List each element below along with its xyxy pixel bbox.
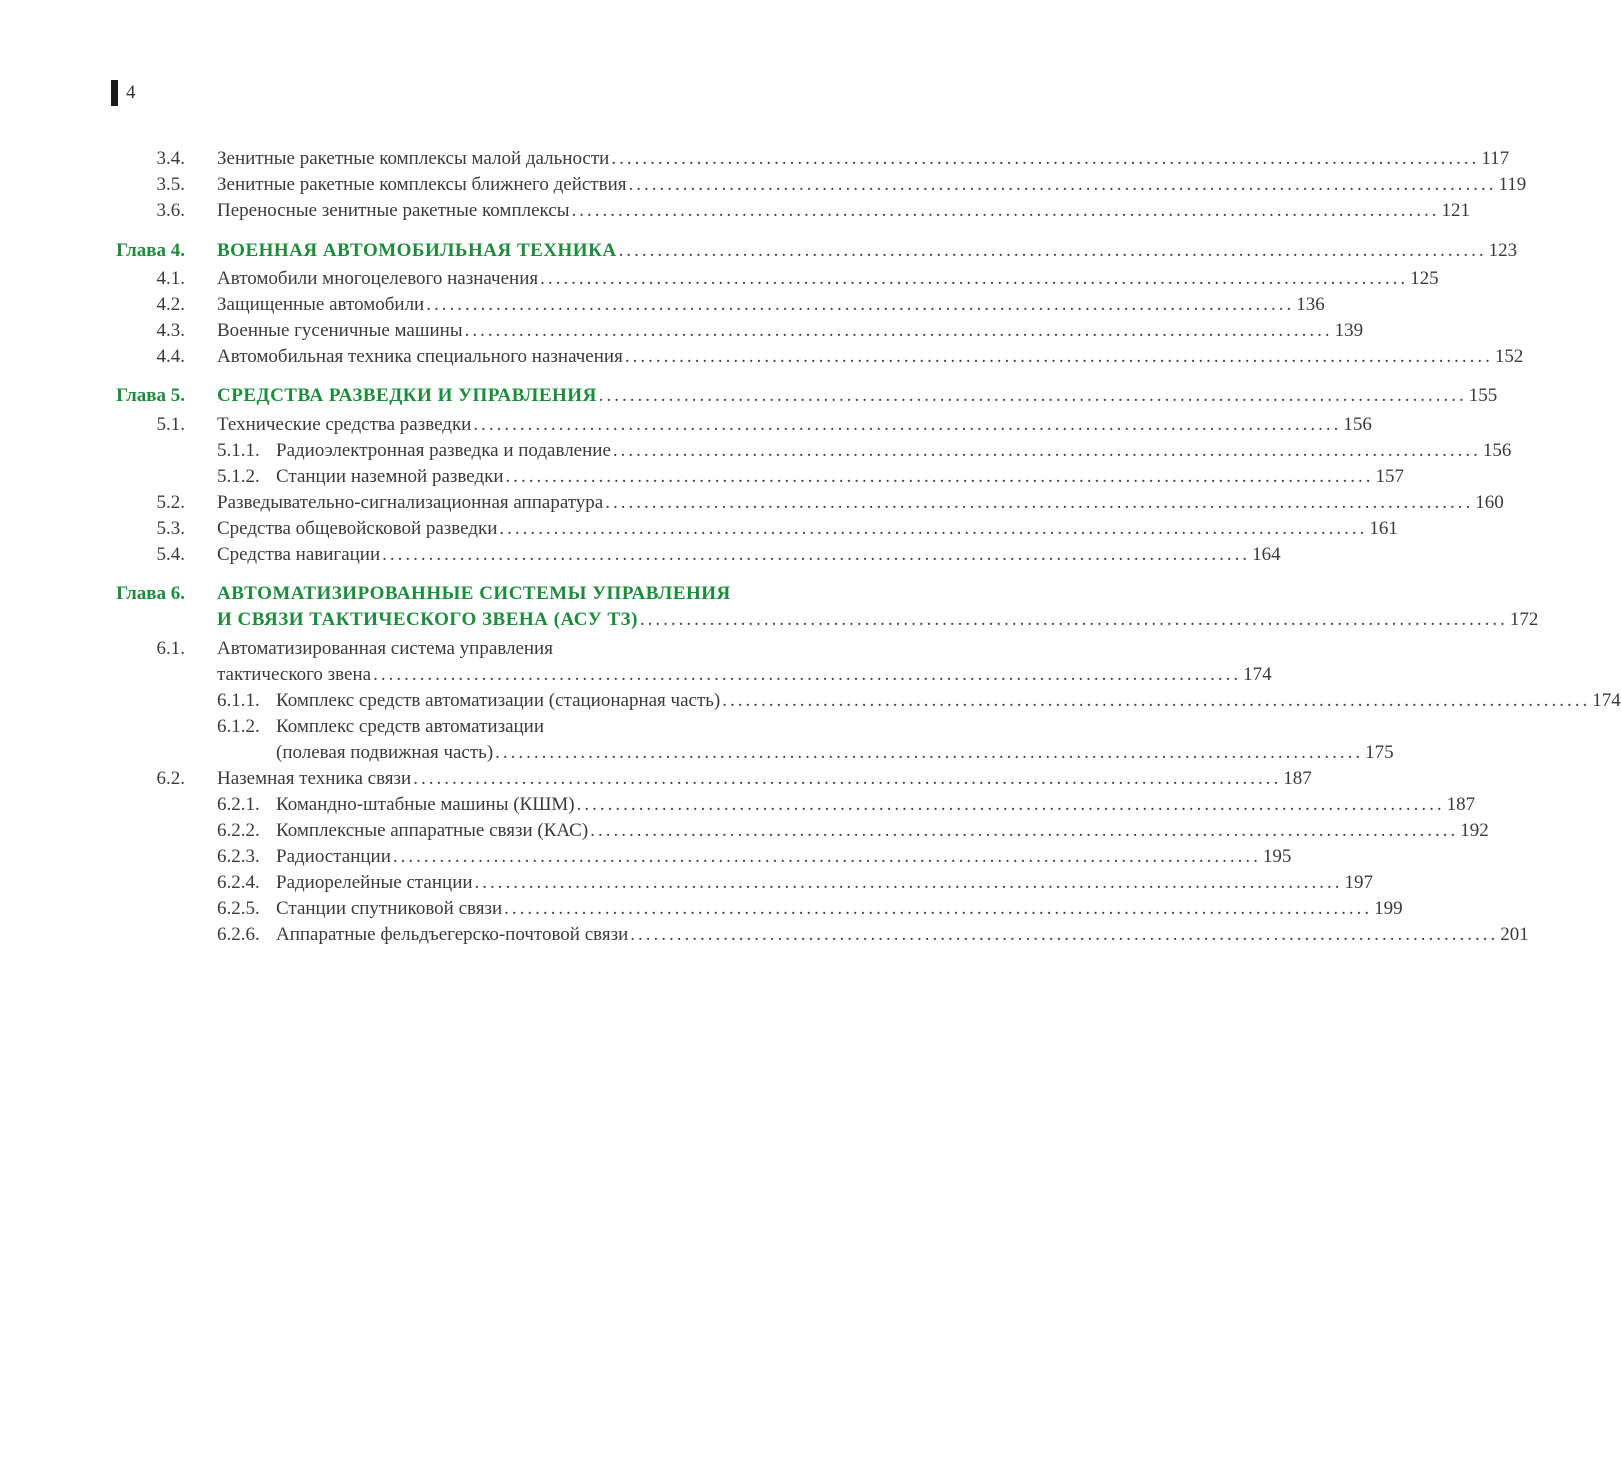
entry-number: 6.2.3.	[217, 846, 260, 867]
toc-entry[interactable]	[0, 819, 1489, 843]
entry-number: 3.6.	[156, 200, 185, 221]
toc-entry[interactable]	[0, 147, 1510, 171]
leader-dots: ................................................................................................................	[611, 148, 1480, 169]
entry-page: 157	[1375, 466, 1405, 487]
entry-title: (полевая подвижная часть)	[276, 742, 494, 763]
chapter-number: Глава 6.	[116, 583, 185, 604]
toc-entry[interactable]	[0, 845, 1292, 869]
entry-page: 161	[1369, 518, 1398, 539]
entry-title: Радиоэлектронная разведка и подавление	[276, 440, 611, 461]
toc-entry[interactable]	[0, 173, 1527, 197]
entry-page: 175	[1365, 742, 1394, 763]
entry-number: 4.2.	[156, 294, 185, 315]
toc-entry[interactable]	[0, 767, 1312, 791]
entry-number: 6.2.5.	[217, 898, 260, 919]
entry-page: 187	[1283, 768, 1312, 789]
entry-page: 117	[1481, 148, 1510, 169]
entry-page: 172	[1509, 609, 1539, 630]
entry-page: 192	[1460, 820, 1489, 841]
toc-entry[interactable]	[0, 871, 1374, 895]
leader-dots: ................................................................................................................	[722, 690, 1591, 711]
chapter-title: СРЕДСТВА РАЗВЕДКИ И УПРАВЛЕНИЯ	[217, 385, 597, 406]
toc-entry[interactable]	[0, 465, 1405, 489]
entry-page: 136	[1296, 294, 1325, 315]
leader-dots: ................................................................................................................	[540, 268, 1409, 289]
entry-number: 4.1.	[156, 268, 185, 289]
entry-number: 6.2.	[156, 768, 185, 789]
leader-dots: ................................................................................................................	[473, 414, 1342, 435]
toc-entry[interactable]	[0, 319, 1364, 343]
entry-number: 5.1.	[156, 414, 185, 435]
leader-dots: ................................................................................................................	[373, 664, 1242, 685]
entry-title: Наземная техника связи	[217, 768, 412, 789]
leader-dots: ................................................................................................................	[624, 346, 1493, 367]
entry-page: 199	[1374, 898, 1403, 919]
toc-entry[interactable]	[0, 413, 1372, 437]
leader-dots: ................................................................................................................	[474, 872, 1343, 893]
toc-entry[interactable]	[0, 715, 1000, 739]
chapter-title: И СВЯЗИ ТАКТИЧЕСКОГО ЗВЕНА (АСУ ТЗ)	[217, 609, 638, 630]
toc-entry[interactable]	[0, 293, 1325, 317]
toc-entry[interactable]	[0, 923, 1529, 947]
entry-title: Комплексные аппаратные связи (КАС)	[276, 820, 589, 841]
entry-page: 187	[1446, 794, 1476, 815]
toc-chapter-continued[interactable]	[0, 608, 1539, 632]
chapter-number: Глава 4.	[116, 240, 185, 261]
entry-title: Автоматизированная система управления	[217, 638, 553, 659]
leader-dots: ................................................................................................................	[639, 609, 1508, 630]
toc-chapter[interactable]	[0, 239, 1518, 263]
entry-page: 174	[1243, 664, 1272, 685]
entry-title: Радиорелейные станции	[276, 872, 473, 893]
toc-entry[interactable]	[0, 491, 1504, 515]
page-marker-bar	[111, 80, 118, 106]
entry-page: 201	[1500, 924, 1529, 945]
entry-title: Комплекс средств автоматизации (стационарная часть)	[276, 690, 721, 711]
entry-page: 155	[1468, 385, 1498, 406]
entry-number: 6.2.6.	[217, 924, 260, 945]
entry-page: 156	[1343, 414, 1372, 435]
leader-dots: ................................................................................................................	[426, 294, 1295, 315]
toc-entry-continued[interactable]	[0, 663, 1272, 687]
entry-title: Средства навигации	[217, 544, 381, 565]
entry-title: Защищенные автомобили	[217, 294, 425, 315]
toc-entry[interactable]	[0, 793, 1476, 817]
leader-dots: ................................................................................................................	[630, 924, 1499, 945]
leader-dots: ................................................................................................................	[605, 492, 1474, 513]
entry-number: 5.3.	[156, 518, 185, 539]
entry-number: 5.2.	[156, 492, 185, 513]
entry-number: 6.1.	[156, 638, 185, 659]
entry-title: Военные гусеничные машины	[217, 320, 463, 341]
toc-entry[interactable]	[0, 199, 1470, 223]
leader-dots: ................................................................................................................	[392, 846, 1261, 867]
entry-page: 174	[1592, 690, 1621, 711]
toc-entry[interactable]	[0, 517, 1398, 541]
leader-dots: ................................................................................................................	[504, 898, 1373, 919]
leader-dots: ................................................................................................................	[612, 440, 1481, 461]
toc-entry-continued[interactable]	[0, 741, 1394, 765]
entry-number: 3.5.	[156, 174, 185, 195]
toc-entry[interactable]	[0, 897, 1403, 921]
chapter-title: ВОЕННАЯ АВТОМОБИЛЬНАЯ ТЕХНИКА	[217, 240, 617, 261]
toc-chapter[interactable]	[0, 582, 1000, 606]
leader-dots: ................................................................................................................	[413, 768, 1282, 789]
entry-number: 6.2.1.	[217, 794, 260, 815]
entry-page: 160	[1475, 492, 1504, 513]
entry-page: 152	[1494, 346, 1524, 367]
leader-dots: ................................................................................................................	[628, 174, 1497, 195]
entry-number: 6.2.2.	[217, 820, 260, 841]
leader-dots: ................................................................................................................	[598, 385, 1467, 406]
leader-dots: ................................................................................................................	[571, 200, 1440, 221]
entry-title: Автомобили многоцелевого назначения	[217, 268, 539, 289]
leader-dots: ................................................................................................................	[495, 742, 1364, 763]
chapter-title: АВТОМАТИЗИРОВАННЫЕ СИСТЕМЫ УПРАВЛЕНИЯ	[217, 583, 731, 604]
entry-page: 119	[1498, 174, 1527, 195]
entry-title: Переносные зенитные ракетные комплексы	[217, 200, 570, 221]
entry-number: 5.4.	[156, 544, 185, 565]
toc-entry[interactable]	[0, 637, 1000, 661]
entry-number: 4.4.	[156, 346, 185, 367]
toc-entry[interactable]	[0, 267, 1439, 291]
entry-number: 5.1.2.	[217, 466, 260, 487]
entry-title: Разведывательно-сигнализационная аппаратура	[217, 492, 604, 513]
entry-number: 6.1.2.	[217, 716, 260, 737]
entry-number: 6.1.1.	[217, 690, 260, 711]
entry-page: 139	[1334, 320, 1364, 341]
entry-title: Станции спутниковой связи	[276, 898, 503, 919]
entry-title: Технические средства разведки	[217, 414, 472, 435]
entry-title: тактического звена	[217, 664, 372, 685]
toc-entry[interactable]	[0, 345, 1524, 369]
page-number: 4	[126, 82, 136, 103]
entry-page: 125	[1410, 268, 1439, 289]
entry-page: 121	[1441, 200, 1470, 221]
entry-title: Средства общевойсковой разведки	[217, 518, 498, 539]
entry-page: 197	[1344, 872, 1374, 893]
entry-title: Автомобильная техника специального назначения	[217, 346, 623, 367]
entry-title: Зенитные ракетные комплексы ближнего действия	[217, 174, 627, 195]
entry-number: 4.3.	[156, 320, 185, 341]
leader-dots: ................................................................................................................	[499, 518, 1368, 539]
entry-title: Комплекс средств автоматизации	[276, 716, 545, 737]
leader-dots: ................................................................................................................	[382, 544, 1251, 565]
entry-number: 3.4.	[156, 148, 185, 169]
entry-title: Командно-штабные машины (КШМ)	[276, 794, 575, 815]
leader-dots: ................................................................................................................	[590, 820, 1459, 841]
entry-title: Аппаратные фельдъегерско-почтовой связи	[276, 924, 629, 945]
entry-page: 123	[1488, 240, 1518, 261]
entry-title: Станции наземной разведки	[276, 466, 504, 487]
leader-dots: ................................................................................................................	[464, 320, 1333, 341]
entry-page: 164	[1252, 544, 1281, 565]
entry-title: Радиостанции	[276, 846, 391, 867]
entry-page: 195	[1262, 846, 1292, 867]
leader-dots: ................................................................................................................	[505, 466, 1374, 487]
entry-number: 6.2.4.	[217, 872, 260, 893]
leader-dots: ................................................................................................................	[576, 794, 1445, 815]
toc-entry[interactable]	[0, 543, 1281, 567]
entry-title: Зенитные ракетные комплексы малой дальности	[217, 148, 610, 169]
entry-number: 5.1.1.	[217, 440, 260, 461]
chapter-number: Глава 5.	[116, 385, 185, 406]
toc-entry[interactable]	[0, 689, 1621, 713]
entry-page: 156	[1482, 440, 1512, 461]
toc-entry[interactable]	[0, 439, 1512, 463]
leader-dots: ................................................................................................................	[618, 240, 1487, 261]
toc-chapter[interactable]	[0, 384, 1498, 408]
